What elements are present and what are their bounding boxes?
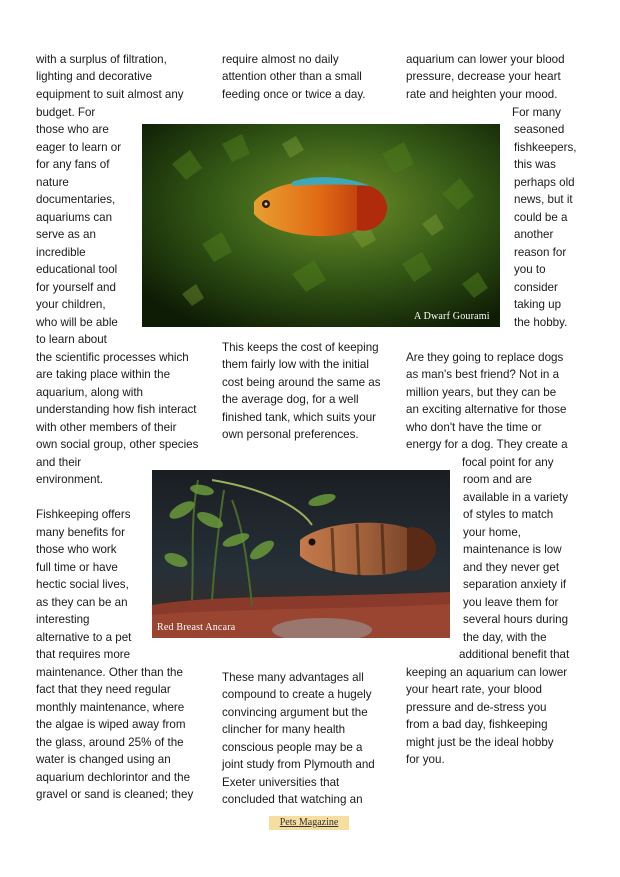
col3-line: your home, — [463, 526, 521, 539]
col1-line: maintenance. Other than the — [36, 666, 183, 679]
col2-line: cost being around the same as — [222, 376, 381, 389]
col2-line: require almost no daily — [222, 53, 339, 66]
col1-line: those who work — [36, 543, 117, 556]
col2-line: finished tank, which suits your — [222, 411, 377, 424]
col3-line: who don't have the time or — [406, 421, 542, 434]
col3-line: Are they going to replace dogs — [406, 351, 564, 364]
col1-line: with other members of their — [36, 421, 177, 434]
col3-line: pressure, decrease your heart — [406, 70, 561, 83]
col3-line: perhaps old — [514, 176, 575, 189]
col1-line: that requires more — [36, 648, 131, 661]
col3-line: another — [514, 228, 554, 241]
col3-line: For many — [512, 106, 561, 119]
col1-line: alternative to a pet — [36, 631, 132, 644]
col3-line: you leave them for — [463, 596, 559, 609]
col1-line: aquarium, along with — [36, 386, 143, 399]
col1-line: hectic social lives, — [36, 578, 129, 591]
col1-line: water is changed using an — [36, 753, 171, 766]
col1-line: incredible — [36, 246, 86, 259]
col1-line: fact that they need regular — [36, 683, 171, 696]
col1-line: eager to learn or — [36, 141, 122, 154]
col1-line: monthly maintenance, where — [36, 701, 185, 714]
col3-line: pressure and de-stress you — [406, 701, 547, 714]
col3-line: the day, with the — [463, 631, 547, 644]
col3-line: could be a — [514, 211, 568, 224]
col1-line: own social group, other species — [36, 438, 199, 451]
col3-line: aquarium can lower your blood — [406, 53, 565, 66]
col1-line: full time or have — [36, 561, 118, 574]
col1-line: for yourself and — [36, 281, 116, 294]
col1-line: serve as an — [36, 228, 96, 241]
col3-line: additional benefit that — [459, 648, 570, 661]
col3-line: seasoned — [514, 123, 565, 136]
col3-line: for you. — [406, 753, 445, 766]
col3-line: reason for — [514, 246, 567, 259]
col1-line: aquariums can — [36, 211, 113, 224]
col2-line: compound to create a hugely — [222, 688, 372, 701]
col2-line: These many advantages all — [222, 671, 364, 684]
col2-line: clincher for many health — [222, 723, 346, 736]
photo-caption-gourami: A Dwarf Gourami — [414, 311, 490, 322]
col2-line: concluded that watching an — [222, 793, 363, 806]
col3-line: focal point for any — [462, 456, 554, 469]
col3-line: available in a variety — [463, 491, 569, 504]
col2-line: Exeter universities that — [222, 776, 340, 789]
magazine-footer-label: Pets Magazine — [269, 816, 349, 830]
col1-line: are taking place within the — [36, 368, 171, 381]
col3-line: the hobby. — [514, 316, 568, 329]
col1-line: equipment to suit almost any — [36, 88, 184, 101]
col2-line: them fairly low with the initial — [222, 358, 369, 371]
col3-line: your heart rate, your blood — [406, 683, 542, 696]
col1-line: many benefits for — [36, 526, 125, 539]
col3-line: keeping an aquarium can lower — [406, 666, 568, 679]
col3-line: from a bad day, fishkeeping — [406, 718, 548, 731]
col1-line: interesting — [36, 613, 90, 626]
col3-line: this was — [514, 158, 556, 171]
col3-line: consider — [514, 281, 558, 294]
col3-line: maintenance is low — [463, 543, 562, 556]
col3-line: fishkeepers, — [514, 141, 577, 154]
col3-line: rate and heighten your mood. — [406, 88, 558, 101]
col3-line: separation anxiety if — [463, 578, 567, 591]
col1-line: for any fans of — [36, 158, 110, 171]
col1-line: understanding how fish interact — [36, 403, 197, 416]
photo-red-breast-ancara — [152, 470, 450, 638]
col3-line: of styles to match — [463, 508, 554, 521]
col1-line: Fishkeeping offers — [36, 508, 131, 521]
col1-line: the glass, around 25% of the — [36, 736, 184, 749]
col3-line: energy for a dog. They create a — [406, 438, 568, 451]
col1-line: environment. — [36, 473, 104, 486]
col2-line: own personal preferences. — [222, 428, 359, 441]
col3-line: an exciting alternative for those — [406, 403, 567, 416]
col3-line: you to — [514, 263, 546, 276]
col2-line: convincing argument but the — [222, 706, 368, 719]
col1-line: as they can be an — [36, 596, 128, 609]
col1-line: documentaries, — [36, 193, 116, 206]
col1-line: lighting and decorative — [36, 70, 153, 83]
col2-line: the average dog, for a well — [222, 393, 359, 406]
col2-line: joint study from Plymouth and — [222, 758, 375, 771]
col1-line: budget. For — [36, 106, 96, 119]
col3-line: news, but it — [514, 193, 573, 206]
col1-line: who will be able — [36, 316, 118, 329]
col1-line: educational tool — [36, 263, 118, 276]
col3-line: room and are — [463, 473, 532, 486]
photo-caption-ancara: Red Breast Ancara — [157, 622, 236, 633]
col3-line: and they never get — [463, 561, 560, 574]
col2-line: This keeps the cost of keeping — [222, 341, 379, 354]
col1-line: nature — [36, 176, 69, 189]
col2-line: attention other than a small — [222, 70, 362, 83]
col1-line: your children, — [36, 298, 106, 311]
col1-line: those who are — [36, 123, 109, 136]
col1-line: and their — [36, 456, 82, 469]
col3-line: as man's best friend? Not in a — [406, 368, 560, 381]
col3-line: several hours during — [463, 613, 569, 626]
col1-line: gravel or sand is cleaned; they — [36, 788, 194, 801]
col1-line: the scientific processes which — [36, 351, 189, 364]
col3-line: taking up — [514, 298, 562, 311]
col3-line: million years, but they can be — [406, 386, 557, 399]
col1-line: to learn about — [36, 333, 107, 346]
col2-line: conscious people may be a — [222, 741, 363, 754]
col1-line: aquarium dechlorintor and the — [36, 771, 191, 784]
photo-dwarf-gourami — [142, 124, 500, 327]
col3-line: might just be the ideal hobby — [406, 736, 554, 749]
col2-line: feeding once or twice a day. — [222, 88, 366, 101]
col1-line: the algae is wiped away from — [36, 718, 186, 731]
col1-line: with a surplus of filtration, — [36, 53, 167, 66]
